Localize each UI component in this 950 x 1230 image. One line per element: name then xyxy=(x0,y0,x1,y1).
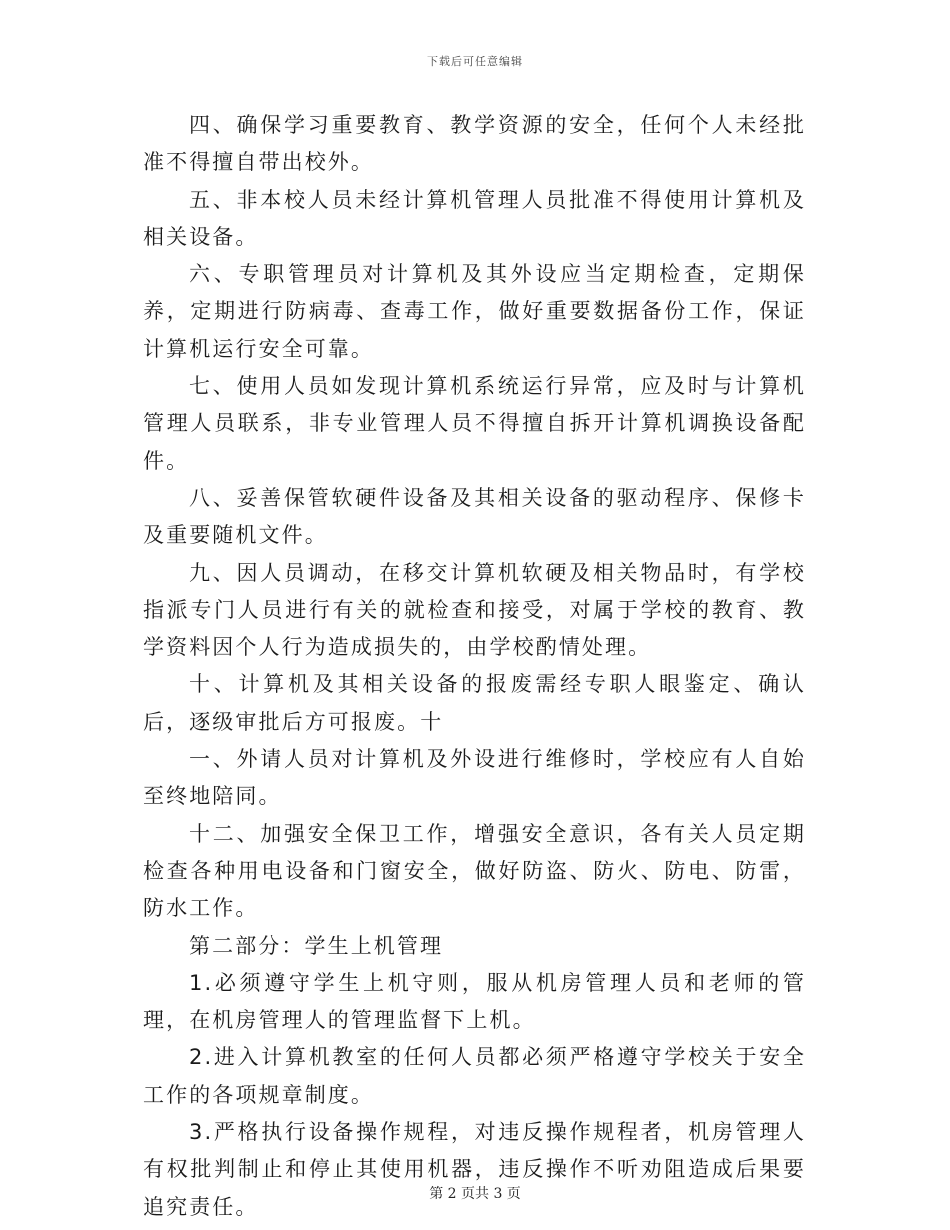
paragraph-rule-10: 十、计算机及其相关设备的报废需经专职人眼鉴定、确认后，逐级审批后方可报废。十 xyxy=(143,672,806,734)
paragraph-rule-4: 四、确保学习重要教育、教学资源的安全，任何个人未经批准不得擅自带出校外。 xyxy=(143,113,806,175)
paragraph-rule-7: 七、使用人员如发现计算机系统运行异常，应及时与计算机管理人员联系，非专业管理人员不得擅自拆开计算机调换设备配件。 xyxy=(143,374,806,473)
paragraph-rule-12: 十二、加强安全保卫工作，增强安全意识，各有关人员定期检查各种用电设备和门窗安全，做好防盗、防火、防电、防雷，防水工作。 xyxy=(143,821,806,921)
document-body xyxy=(143,107,806,1226)
paragraph-rule-6: 六、专职管理员对计算机及其外设应当定期检查，定期保养，定期进行防病毒、查毒工作，做好重要数据备份工作，保证计算机运行安全可靠。 xyxy=(143,262,806,361)
page-number-footer: 第 2 页共 3 页 xyxy=(429,1186,521,1202)
paragraph-item-2: 2.进入计算机教室的任何人员都必须严格遵守学校关于安全工作的各项规章制度。 xyxy=(143,1045,806,1107)
paragraph-rule-9: 九、因人员调动，在移交计算机软硬及相关物品时，有学校指派专门人员进行有关的就检查和接受，对属于学校的教育、教学资料因个人行为造成损失的，由学校酌情处理。 xyxy=(143,560,806,660)
page-header-note: 下载后可任意编辑 xyxy=(427,55,523,68)
paragraph-rule-8: 八、妥善保管软硬件设备及其相关设备的驱动程序、保修卡及重要随机文件。 xyxy=(143,485,806,548)
section-heading-part-2: 第二部分：学生上机管理 xyxy=(189,933,444,958)
paragraph-rule-11: 一、外请人员对计算机及外设进行维修时，学校应有人自始至终地陪同。 xyxy=(143,747,806,809)
paragraph-item-1: 1.必须遵守学生上机守则，服从机房管理人员和老师的管理，在机房管理人的管理监督下上机。 xyxy=(143,970,806,1033)
paragraph-item-3: 3.严格执行设备操作规程，对违反操作规程者，机房管理人有权批判制止和停止其使用机器，违反操作不听劝阻造成后果要追究责任。 xyxy=(143,1120,806,1219)
paragraph-rule-5: 五、非本校人员未经计算机管理人员批准不得使用计算机及相关设备。 xyxy=(143,187,806,249)
